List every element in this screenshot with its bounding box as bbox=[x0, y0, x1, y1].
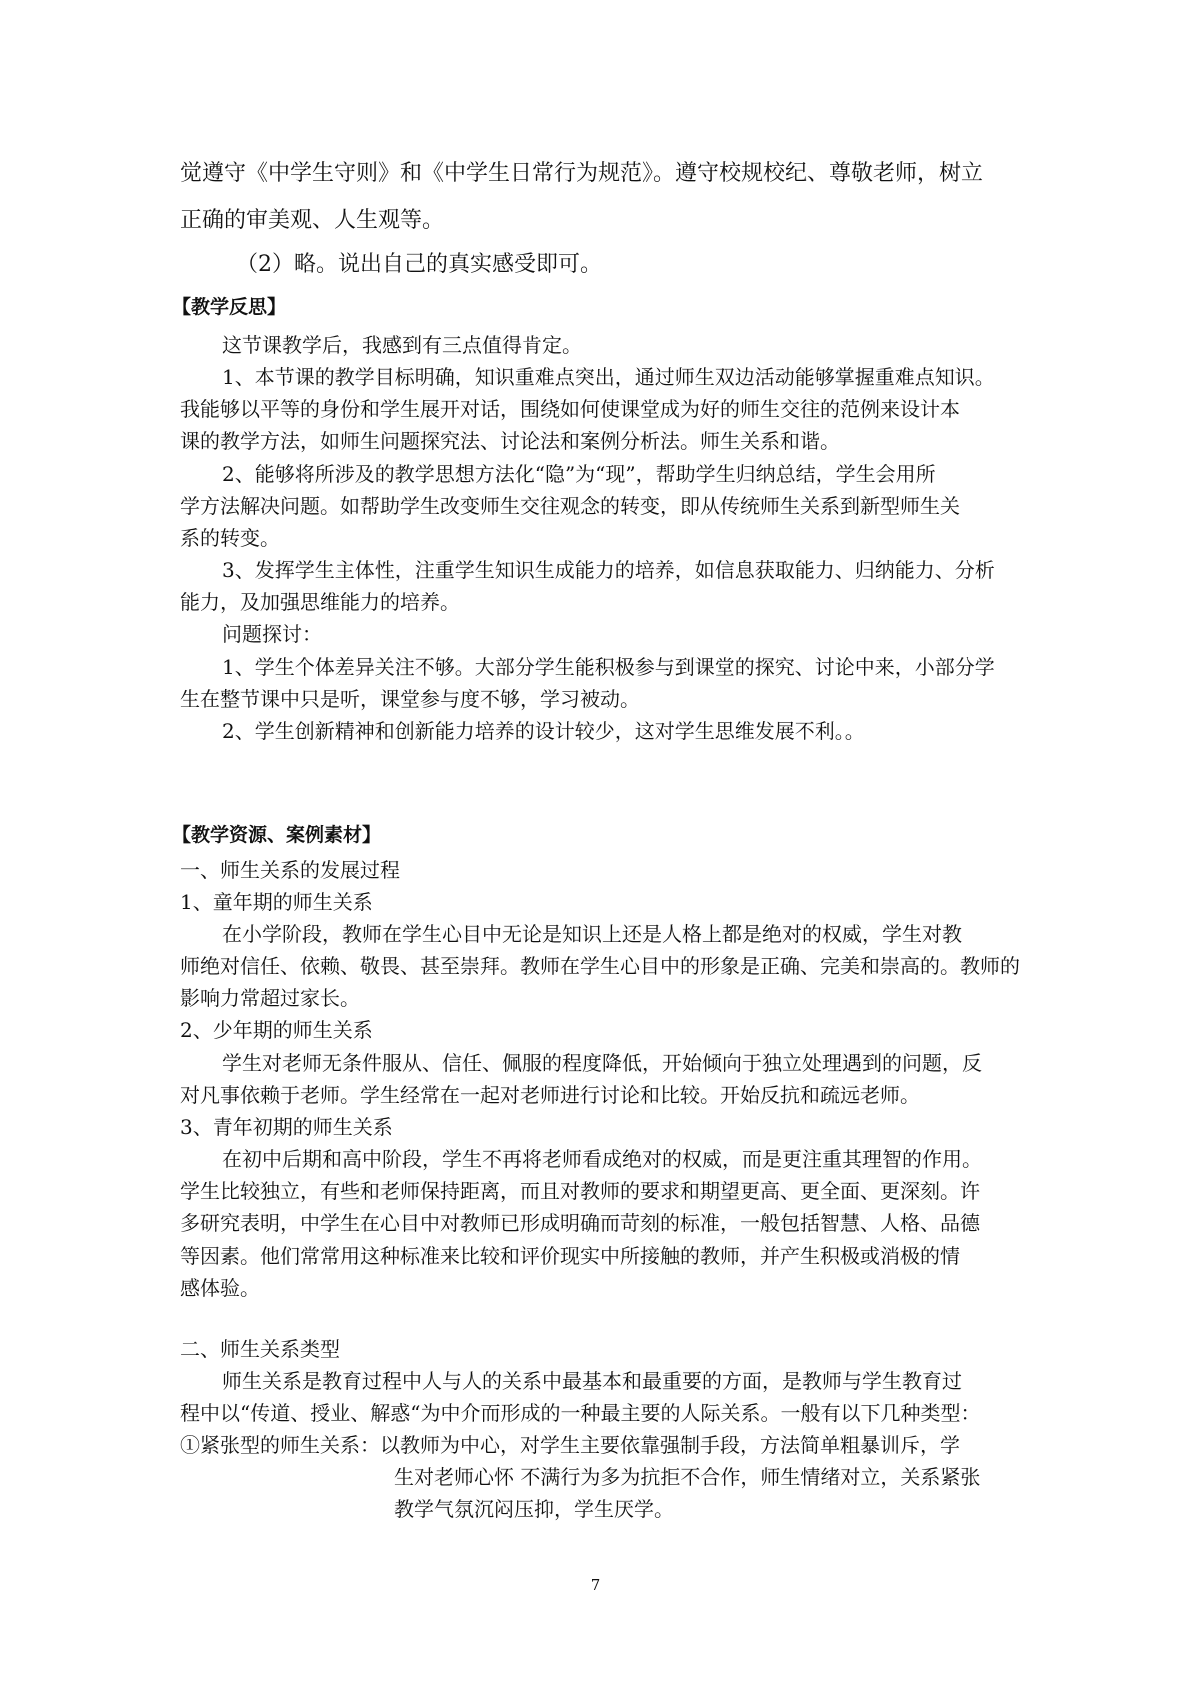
page-number: 7 bbox=[590, 1576, 601, 1594]
text-line: 我能够以平等的身份和学生展开对话，围绕如何使课堂成为好的师生交往的范例来设计本 bbox=[180, 397, 960, 421]
text-line: 系的转变。 bbox=[180, 526, 280, 550]
text-line: 这节课教学后，我感到有三点值得肯定。 bbox=[222, 333, 582, 357]
text-line: 教学气氛沉闷压抑，学生厌学。 bbox=[394, 1497, 674, 1521]
text-line: 2、少年期的师生关系 bbox=[180, 1018, 373, 1042]
text-line: 生对老师心怀 不满行为多为抗拒不合作，师生情绪对立，关系紧张 bbox=[394, 1465, 981, 1489]
text-line: 学生对老师无条件服从、信任、佩服的程度降低，开始倾向于独立处理遇到的问题，反 bbox=[222, 1051, 982, 1075]
text-line: 2、能够将所涉及的教学思想方法化“隐”为“现”，帮助学生归纳总结，学生会用所 bbox=[222, 462, 936, 486]
text-line: 影响力常超过家长。 bbox=[180, 986, 360, 1010]
text-line: 师生关系是教育过程中人与人的关系中最基本和最重要的方面，是教师与学生教育过 bbox=[222, 1369, 962, 1393]
text-line: 1、童年期的师生关系 bbox=[180, 890, 373, 914]
text-line: 多研究表明，中学生在心目中对教师已形成明确而苛刻的标准，一般包括智慧、人格、品德 bbox=[180, 1211, 980, 1235]
text-line: 1、本节课的教学目标明确，知识重难点突出，通过师生双边活动能够掌握重难点知识。 bbox=[222, 365, 995, 389]
text-line: 在小学阶段，教师在学生心目中无论是知识上还是人格上都是绝对的权威，学生对教 bbox=[222, 922, 962, 946]
text-line: 师绝对信任、依赖、敬畏、甚至崇拜。教师在学生心目中的形象是正确、完美和崇高的。教师的 bbox=[180, 954, 1020, 978]
text-line: 生在整节课中只是听，课堂参与度不够，学习被动。 bbox=[180, 687, 640, 711]
text-line: 3、青年初期的师生关系 bbox=[180, 1115, 393, 1139]
text-line: 学生比较独立，有些和老师保持距离，而且对教师的要求和期望更高、更全面、更深刻。许 bbox=[180, 1179, 980, 1203]
text-line: 一、师生关系的发展过程 bbox=[180, 858, 400, 882]
text-line: 学方法解决问题。如帮助学生改变师生交往观念的转变，即从传统师生关系到新型师生关 bbox=[180, 494, 960, 518]
text-line: 感体验。 bbox=[180, 1276, 260, 1300]
text-line: ①紧张型的师生关系：以教师为中心，对学生主要依靠强制手段，方法简单粗暴训斥，学 bbox=[180, 1433, 960, 1457]
text-line: 能力，及加强思维能力的培养。 bbox=[180, 590, 460, 614]
section-heading: 【教学资源、案例素材】 bbox=[172, 824, 382, 846]
text-line: （2）略。说出自己的真实感受即可。 bbox=[236, 252, 602, 277]
text-line: 1、学生个体差异关注不够。大部分学生能积极参与到课堂的探究、讨论中来，小部分学 bbox=[222, 655, 995, 679]
text-line: 对凡事依赖于老师。学生经常在一起对老师进行讨论和比较。开始反抗和疏远老师。 bbox=[180, 1083, 920, 1107]
text-line: 2、学生创新精神和创新能力培养的设计较少，这对学生思维发展不利。。 bbox=[222, 719, 865, 743]
text-line: 3、发挥学生主体性，注重学生知识生成能力的培养，如信息获取能力、归纳能力、分析 bbox=[222, 558, 995, 582]
text-line: 问题探讨： bbox=[222, 622, 322, 646]
text-line: 觉遵守《中学生守则》和《中学生日常行为规范》。遵守校规校纪、尊敬老师，树立 bbox=[180, 161, 984, 186]
text-line: 在初中后期和高中阶段，学生不再将老师看成绝对的权威，而是更注重其理智的作用。 bbox=[222, 1147, 982, 1171]
text-line: 二、师生关系类型 bbox=[180, 1337, 340, 1361]
text-line: 正确的审美观、人生观等。 bbox=[180, 208, 445, 233]
section-heading: 【教学反思】 bbox=[172, 296, 287, 318]
text-line: 等因素。他们常常用这种标准来比较和评价现实中所接触的教师，并产生积极或消极的情 bbox=[180, 1244, 960, 1268]
text-line: 程中以“传道、授业、解惑“为中介而形成的一种最主要的人际关系。一般有以下几种类型： bbox=[180, 1401, 981, 1425]
text-line: 课的教学方法，如师生问题探究法、讨论法和案例分析法。师生关系和谐。 bbox=[180, 429, 840, 453]
